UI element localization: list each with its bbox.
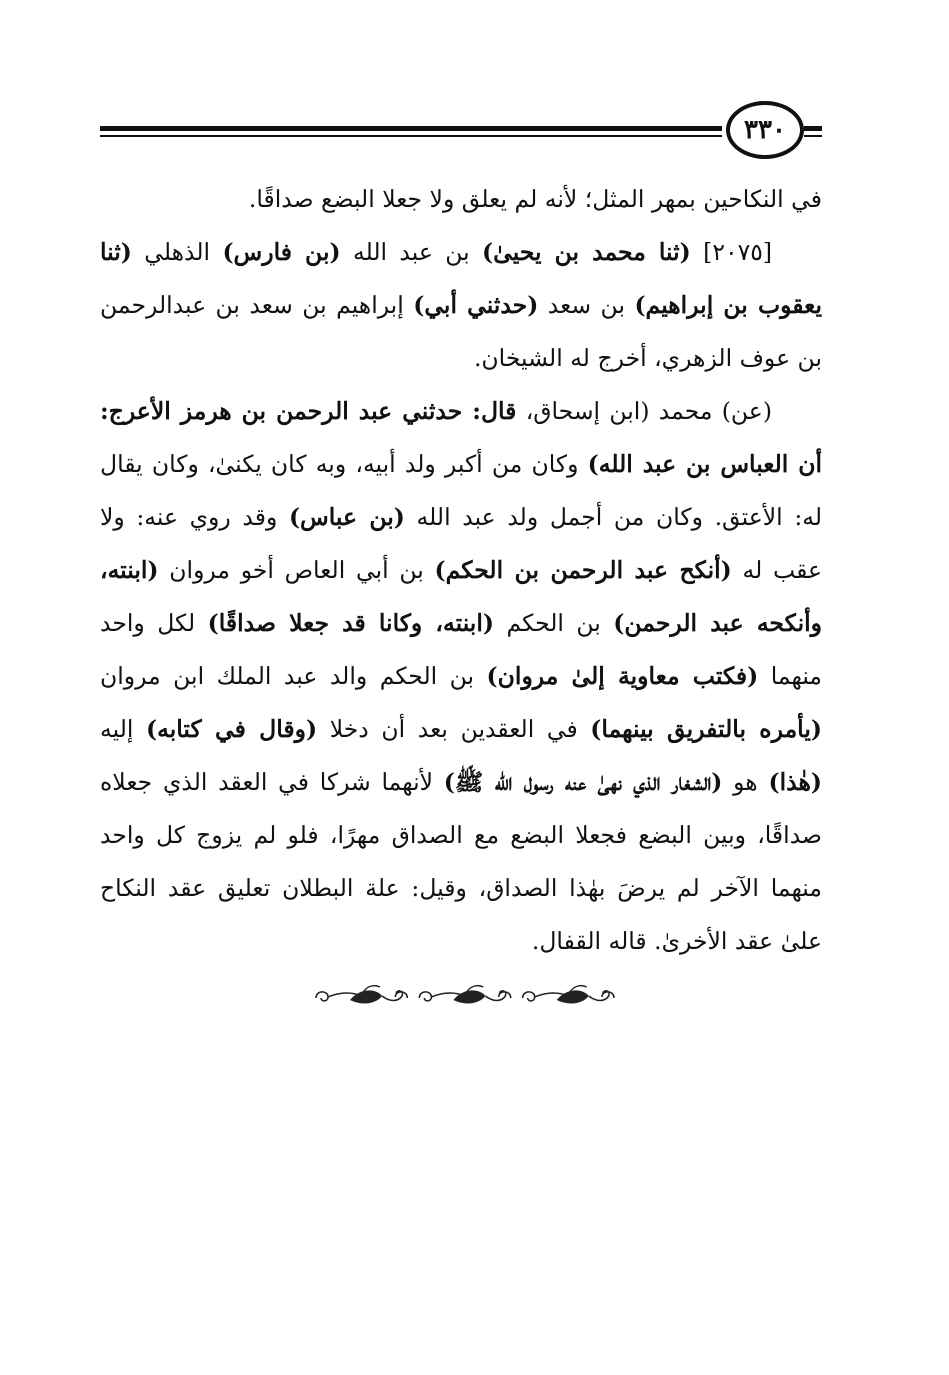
text-segment: الذهلي (131, 238, 223, 266)
bold-text: (حدثني أبي) (413, 291, 539, 319)
text-segment: بن أبي العاص أخو مروان (158, 556, 435, 584)
text-segment: وكان من أكبر ولد أبيه، وبه كان يكنىٰ، وكان يقال له: الأعتق. وكان من أجمل ولد عبد الله (100, 450, 823, 531)
bold-text: (بن فارس) (222, 238, 341, 266)
bold-text: قال: حدثني عبد الرحمن بن هرمز الأعرج: أن العباس بن عبد الله) (100, 397, 822, 478)
bold-text: (الشغار الذي نهىٰ عنه رسول الله ﷺ) (443, 768, 723, 796)
bold-text: (ثنا يعقوب بن إبراهيم) (100, 238, 822, 319)
bold-text: (هٰذا) (768, 768, 822, 796)
text-segment: بن الحكم (494, 609, 614, 637)
text-segment: [٢٠٧٥] (690, 238, 773, 266)
floral-unit-icon (419, 986, 510, 1004)
text-segment: في العقدين بعد أن دخلا (317, 715, 591, 743)
page-body (100, 173, 822, 968)
paragraph (100, 226, 822, 385)
header-rule-stub (804, 126, 822, 131)
text-segment: بن الحكم والد عبد الملك ابن مروان (100, 662, 487, 690)
floral-divider-icon (310, 980, 620, 1014)
page-number: ٣٣٠ (744, 115, 786, 145)
bold-text: (فكتب معاوية إلىٰ مروان) (486, 662, 759, 690)
text-segment: هو (722, 768, 769, 796)
paragraph (100, 173, 822, 226)
page-number-badge (726, 101, 804, 159)
text-segment: إليه (100, 715, 146, 743)
text-segment: في النكاحين بمهر المثل؛ لأنه لم يعلق ولا جعلا البضع صداقًا. (248, 185, 822, 213)
floral-unit-icon (316, 986, 407, 1004)
header-rule-stub-thin (804, 135, 822, 137)
text-segment: (عن) محمد (ابن إسحاق، (516, 397, 772, 425)
bold-text: (أنكح عبد الرحمن بن الحكم) (434, 556, 732, 584)
text-segment: لأنهما شركا في العقد الذي جعلاه صداقًا، وبين البضع فجعلا البضع مع الصداق مهرًا، فلو لم يزوج كل واحد منهما الآخر لم يرضَ بهٰذا الصداق، وقيل: علة البطلان تعليق عقد النكاح علىٰ عقد الأخرىٰ. قاله القفال. (100, 768, 822, 955)
text-segment: لكل واحد منهما (100, 609, 822, 690)
text-segment: بن عبد الله (340, 238, 483, 266)
text-segment: إبراهيم بن سعد بن عبدالرحمن بن عوف الزهري، أخرج له الشيخان. (100, 291, 822, 372)
paragraph (100, 385, 822, 968)
page-header (100, 100, 822, 162)
bold-text: (ابنته، وكانا قد جعلا صداقًا) (207, 609, 494, 637)
floral-unit-icon (523, 986, 614, 1004)
header-rule-thin (100, 135, 722, 137)
bold-text: (ابنته، وأنكحه عبد الرحمن) (100, 556, 822, 637)
text-segment: وقد روي عنه: ولا عقب له (100, 503, 822, 584)
bold-text: (بن عباس) (288, 503, 405, 531)
bold-text: (وقال في كتابه) (146, 715, 318, 743)
text-segment: بن سعد (538, 291, 635, 319)
bold-text: (يأمره بالتفريق بينهما) (590, 715, 822, 743)
header-rule-thick (100, 126, 722, 131)
bold-text: (ثنا محمد بن يحيىٰ) (482, 238, 691, 266)
